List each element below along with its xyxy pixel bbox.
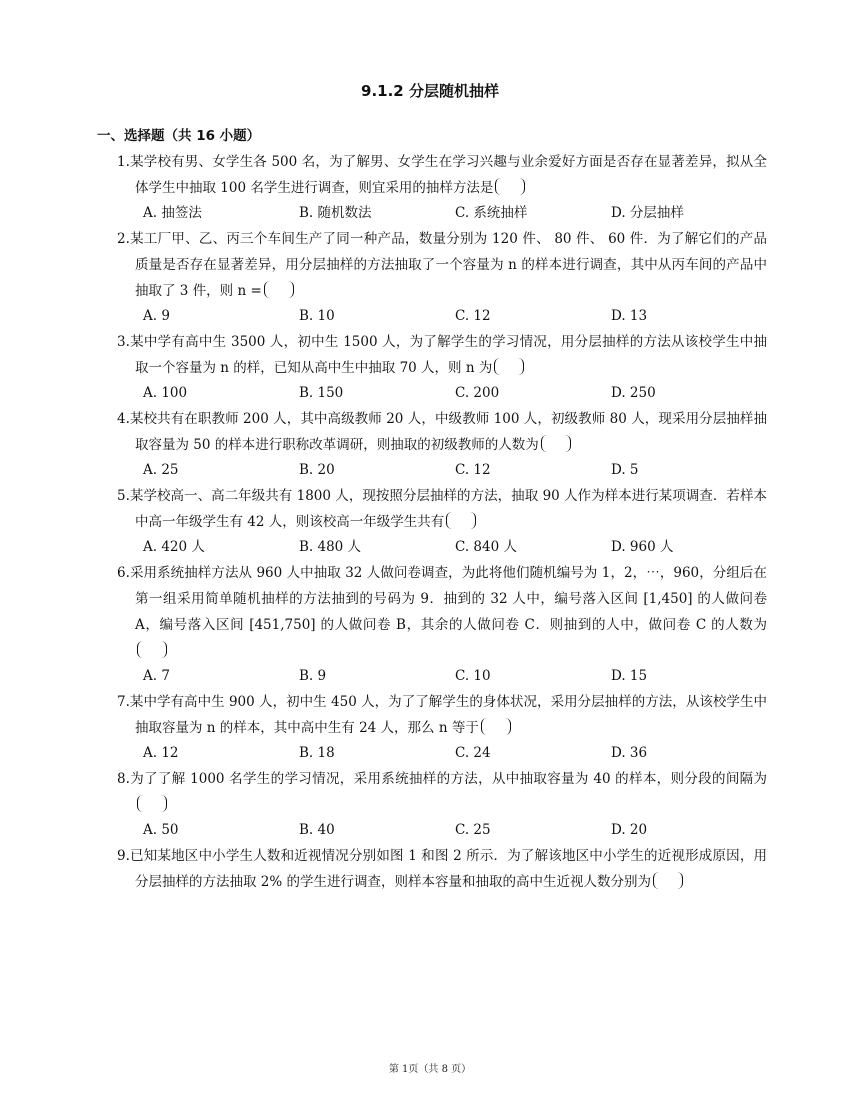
- option-c: C. 840 人: [455, 539, 517, 555]
- question-text: 8.为了了解 1000 名学生的学习情况，采用系统抽样的方法，从中抽取容量为 40 的样本，则分段的间隔为: [117, 766, 767, 818]
- option-b: B. 40: [299, 822, 335, 838]
- question-8: [117, 766, 767, 843]
- question-2: [117, 226, 767, 329]
- question-text: 9.已知某地区中小学生人数和近视情况分别如图 1 和图 2 所示．为了解该地区中小学生的近视形成原因，用分层抽样的方法抽取 2% 的学生进行调查，则样本容量和抽取的高中生近视人数分别为: [117, 848, 767, 890]
- option-a: A. 抽签法: [143, 205, 202, 221]
- question-6: [117, 560, 767, 689]
- question-text: 1.某学校有男、女学生各 500 名，为了解男、女学生在学习兴趣与业余爱好方面是否存在显著差异，拟从全体学生中抽取 100 名学生进行调查，则宜采用的抽样方法是: [117, 154, 767, 196]
- answer-blank: [653, 872, 683, 889]
- answer-blank: [264, 281, 294, 298]
- options-row: [117, 381, 767, 406]
- question-1: [117, 149, 767, 226]
- question-text: 7.某中学有高中生 900 人，初中生 450 人，为了了解学生的身体状况，采用分层抽样的方法，从该校学生中抽取容量为 n 的样本，其中高中生有 24 人，那么 n 等于: [117, 694, 767, 736]
- answer-blank: [446, 512, 476, 529]
- option-c: C. 24: [455, 745, 491, 761]
- page-title: 9.1.2 分层随机抽样: [361, 82, 499, 100]
- option-b: B. 随机数法: [299, 205, 372, 221]
- option-d: D. 13: [611, 308, 648, 324]
- options-row: [117, 664, 767, 689]
- option-b: B. 18: [299, 745, 335, 761]
- question-list: [117, 149, 767, 895]
- option-d: D. 960 人: [611, 539, 674, 555]
- question-5: [117, 483, 767, 560]
- question-text: 4.某校共有在职教师 200 人，其中高级教师 20 人，中级教师 100 人，初级教师 80 人，现采用分层抽样抽取容量为 50 的样本进行职称改革调研，则抽取的初级教师的人数为: [117, 411, 767, 453]
- options-row: [117, 304, 767, 329]
- answer-blank: [494, 358, 524, 375]
- answer-blank: [481, 718, 511, 735]
- answer-blank: [495, 178, 525, 195]
- question-text: 2.某工厂甲、乙、丙三个车间生产了同一种产品，数量分别为 120 件、 80 件、 60 件．为了解它们的产品质量是否存在显著差异，用分层抽样的方法抽取了一个容量为 n 的样本进行调查，其中从丙车间的产品中抽取了 3 件，则 n =: [117, 231, 767, 299]
- answer-blank: [541, 435, 571, 452]
- section-heading: 一、选择题（共 16 小题）: [97, 128, 261, 144]
- options-row: [117, 458, 767, 483]
- answer-blank: [137, 641, 167, 658]
- option-b: B. 9: [299, 668, 327, 684]
- question-text: 5.某学校高一、高二年级共有 1800 人，现按照分层抽样的方法，抽取 90 人作为样本进行某项调查．若样本中高一年级学生有 42 人，则该校高一年级学生共有: [117, 488, 767, 530]
- option-b: B. 10: [299, 308, 335, 324]
- option-c: C. 12: [455, 462, 491, 478]
- question-4: [117, 406, 767, 483]
- option-c: C. 系统抽样: [455, 205, 528, 221]
- option-a: A. 25: [143, 462, 179, 478]
- option-d: D. 250: [611, 385, 656, 401]
- option-a: A. 7: [143, 668, 170, 684]
- option-b: B. 480 人: [299, 539, 362, 555]
- question-text: 6.采用系统抽样方法从 960 人中抽取 32 人做问卷调查，为此将他们随机编号为 1，2，⋯，960，分组后在第一组采用简单随机抽样的方法抽到的号码为 9．抽到的 32 人中，编号落入区间 [1,450] 的人做问卷 A，编号落入区间 [451,750] 的人做问卷 B，其余的人做问卷 C．则抽到的人中，做问卷 C 的人数为: [117, 560, 767, 664]
- option-c: C. 200: [455, 385, 500, 401]
- option-a: A. 50: [143, 822, 179, 838]
- page-footer: 第 1页（共 8 页）: [388, 1064, 472, 1075]
- option-d: D. 36: [611, 745, 648, 761]
- question-text: 3.某中学有高中生 3500 人，初中生 1500 人，为了解学生的学习情况，用分层抽样的方法从该校学生中抽取一个容量为 n 的样，已知从高中生中抽取 70 人，则 n 为: [117, 334, 767, 376]
- option-b: B. 20: [299, 462, 335, 478]
- question-7: [117, 689, 767, 766]
- option-a: A. 100: [143, 385, 188, 401]
- option-a: A. 12: [143, 745, 179, 761]
- option-d: D. 5: [611, 462, 639, 478]
- option-d: D. 20: [611, 822, 648, 838]
- option-c: C. 12: [455, 308, 491, 324]
- option-b: B. 150: [299, 385, 344, 401]
- options-row: [117, 535, 767, 560]
- options-row: [117, 201, 767, 226]
- option-a: A. 420 人: [143, 539, 205, 555]
- answer-blank: [137, 795, 167, 812]
- option-a: A. 9: [143, 308, 170, 324]
- option-d: D. 分层抽样: [611, 205, 684, 221]
- question-3: [117, 329, 767, 406]
- options-row: [117, 818, 767, 843]
- option-d: D. 15: [611, 668, 648, 684]
- option-c: C. 25: [455, 822, 491, 838]
- option-c: C. 10: [455, 668, 491, 684]
- question-9: [117, 843, 767, 895]
- options-row: [117, 741, 767, 766]
